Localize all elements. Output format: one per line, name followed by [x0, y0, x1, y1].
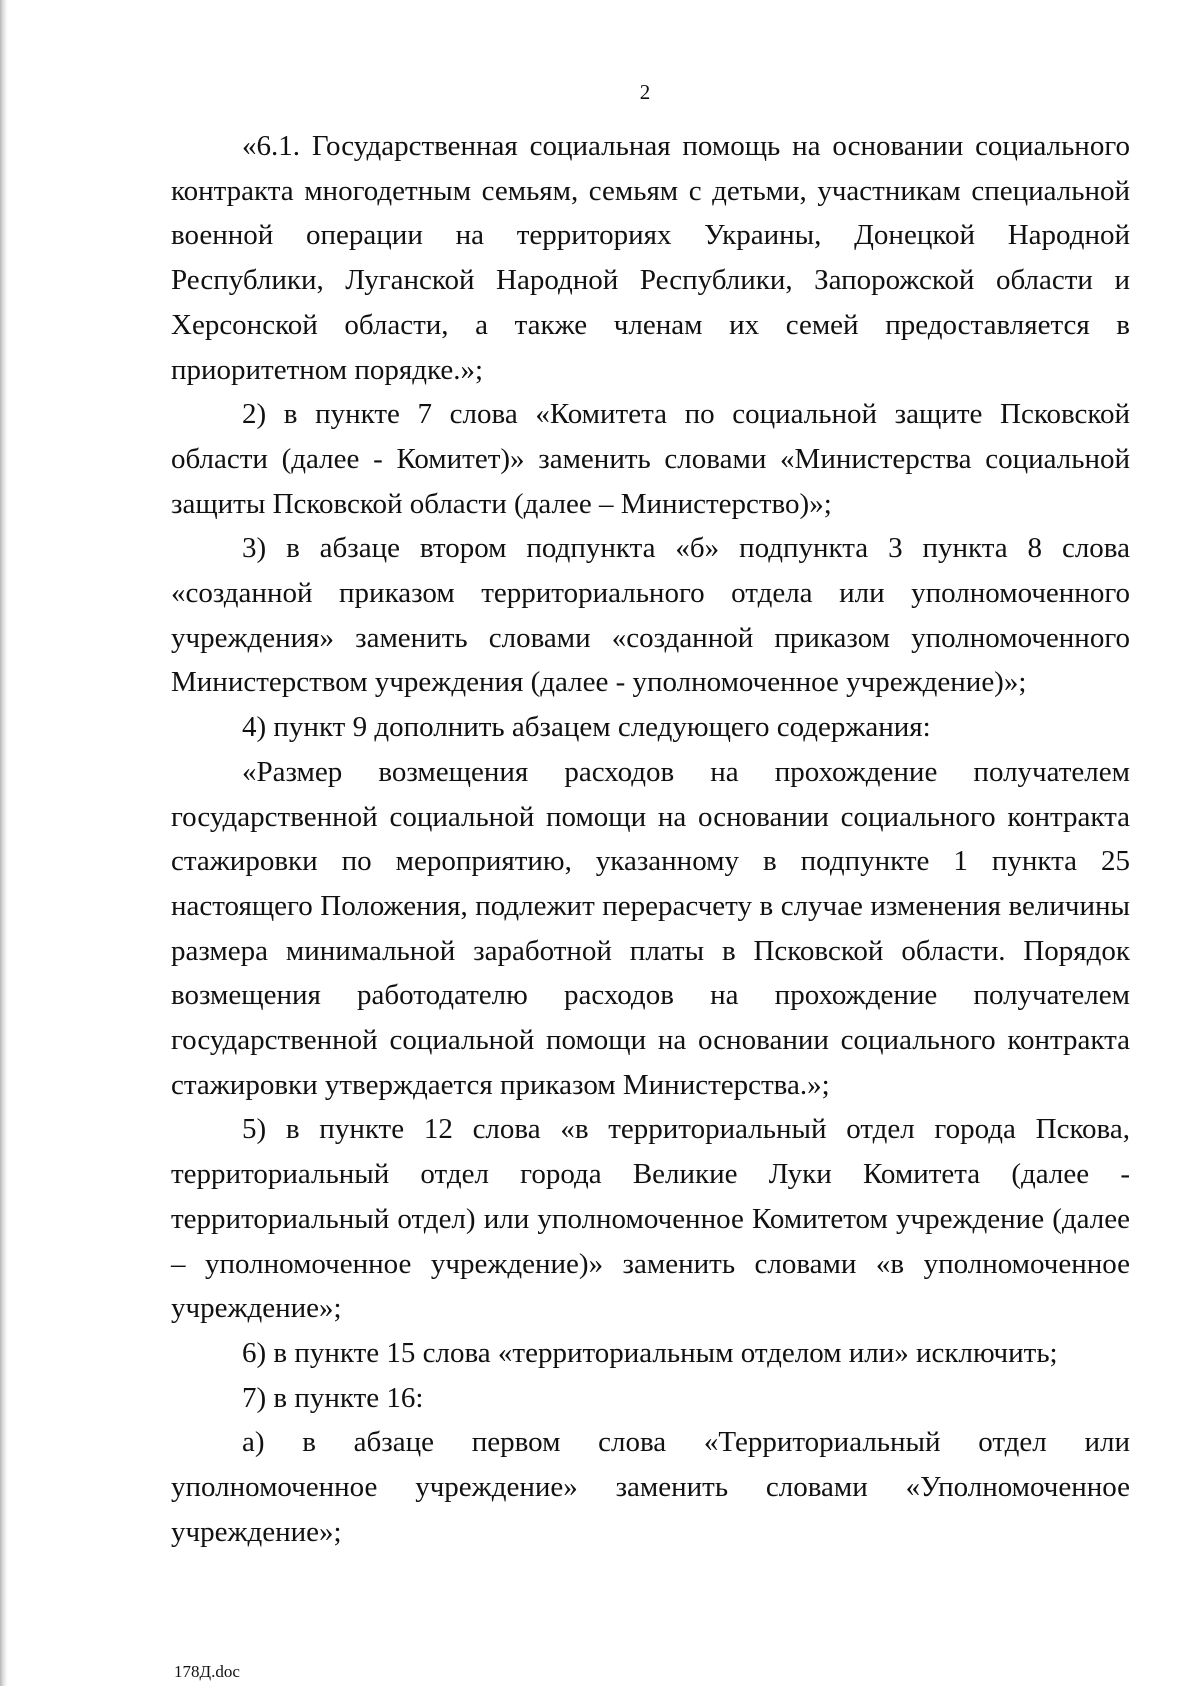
paragraph-6-1: «6.1. Государственная социальная помощь на основании социального контракта многодетным семьям, семьям с детьми, участникам специальной военной операции на территориях Украины, Донецкой Народной Республики, Луганской Народной Республики, Запорожской области и Херсонской области, а также членам их семей предоставляется в приоритетном порядке.»; — [171, 130, 1130, 386]
paragraph-item-7: 7) в пункте 16: — [242, 1381, 424, 1414]
paragraph-item-2: 2) в пункте 7 слова «Комитета по социальной защите Псковской области (далее - Комитет)» заменить словами «Министерства социальной защиты Псковской области (далее – Министерство)»; — [171, 398, 1130, 520]
paragraph-item-4: 4) пункт 9 дополнить абзацем следующего содержания: — [242, 711, 931, 744]
paragraph-item-6: 6) в пункте 15 слова «территориальным отделом или» исключить; — [242, 1336, 1058, 1369]
page-number: 2 — [639, 80, 651, 104]
paragraph-item-3: 3) в абзаце втором подпункта «б» подпункта 3 пункта 8 слова «созданной приказом территориального отдела или уполномоченного учреждения» заменить словами «созданной приказом уполномоченного Министерством учреждения (далее - уполномоченное учреждение)»; — [171, 532, 1130, 699]
scan-edge — [0, 0, 8, 1686]
footer-filename: 178Д.doc — [174, 1662, 240, 1681]
paragraph-item-7a: а) в абзаце первом слова «Территориальный отдел или уполномоченное учреждение» заменить словами «Уполномоченное учреждение»; — [171, 1426, 1130, 1548]
paragraph-item-4-quote: «Размер возмещения расходов на прохождение получателем государственной социальной помощи на основании социального контракта стажировки по мероприятию, указанному в подпункте 1 пункта 25 настоящего Положения, подлежит перерасчету в случае изменения величины размера минимальной заработной платы в Псковской области. Порядок возмещения работодателю расходов на прохождение получателем государственной социальной помощи на основании социального контракта стажировки утверждается приказом Министерства.»; — [171, 755, 1130, 1101]
document-body — [171, 124, 1130, 1555]
paragraph-item-5: 5) в пункте 12 слова «в территориальный отдел города Пскова, территориальный отдел города Великие Луки Комитета (далее - территориальный отдел) или уполномоченное Комитетом учреждение (далее – уполномоченное учреждение)» заменить словами «в уполномоченное учреждение»; — [171, 1113, 1130, 1325]
